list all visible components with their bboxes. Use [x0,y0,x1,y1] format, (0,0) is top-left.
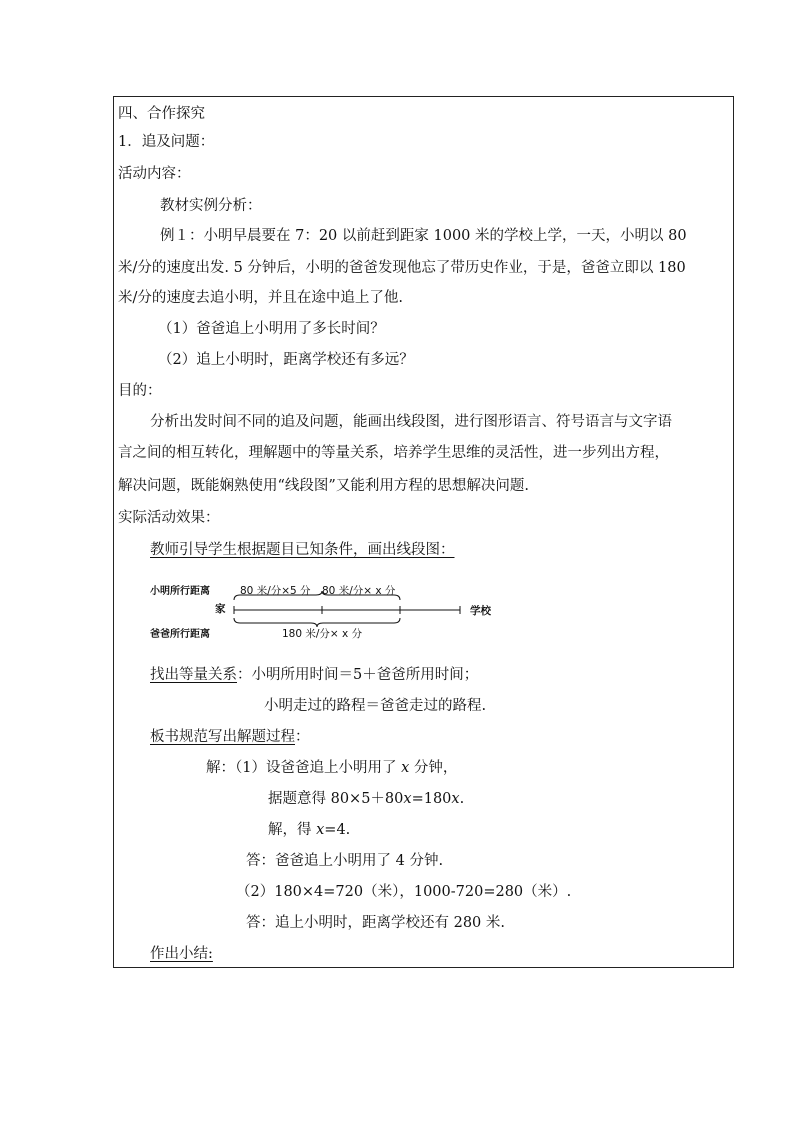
solution-line-2 [268,789,464,809]
variable-x: x [451,791,460,807]
question-2: （2）追上小明时，距离学校还有多远？ [158,352,414,368]
relation-line-2: 小明走过的路程＝爸爸走过的路程. [264,698,487,714]
solution-line-1-pre: 解：（1）设爸爸追上小明用了 [206,760,402,776]
lower-brace [234,618,400,627]
line-segment-diagram [150,578,510,642]
analysis-label: 教材实例分析： [160,198,262,214]
segment-1-label: 80 米/分×5 分 [240,585,311,597]
solution-line-3 [268,820,350,840]
example-line-3: 米/分的速度去追小明，并且在途中追上了他. [118,290,403,306]
example-line-1: 例１：小明早晨要在 7：20 以前赶到距家 1000 米的学校上学，一天，小明以 80 [160,228,687,244]
summary-label: 作出小结 [150,946,208,962]
equation-post: . [459,791,465,807]
item-pursuit-problem: 1．追及问题： [118,134,215,150]
solve-post: =4. [324,822,351,838]
purpose-line-3: 解决问题，既能娴熟使用“线段图”又能利用方程的思想解决问题. [118,478,529,494]
relation-text-1: ：小明所用时间＝5＋爸爸所用时间； [237,667,479,683]
question-1: （1）爸爸追上小明用了多长时间？ [158,321,385,337]
purpose-line-2: 言之间的相互转化，理解题中的等量关系，培养学生思维的灵活性，进一步列出方程， [118,445,669,461]
activity-label: 活动内容： [118,166,191,182]
solution-heading [150,727,310,747]
variable-x: x [403,791,412,807]
segment-2-label: 80 米/分× x 分 [322,585,396,597]
solution-line-1-post: 分钟， [409,760,458,776]
solution-label-colon: ： [295,729,310,745]
father-distance-label: 爸爸所行距离 [150,629,210,640]
effect-label: 实际活动效果： [118,510,220,526]
school-label: 学校 [470,605,491,617]
solution-label: 板书规范写出解题过程 [150,729,295,745]
section-heading: 四、合作探究 [118,106,205,122]
guide-text: 教师引导学生根据题目已知条件，画出线段图： [150,542,455,558]
purpose-line-1: 分析出发时间不同的追及问题，能画出线段图，进行图形语言、符号语言与文字语 [150,414,672,430]
answer-2: 答：追上小明时，距离学校还有 280 米. [246,915,506,931]
solve-pre: 解，得 [268,822,317,838]
solution-line-1 [206,758,457,778]
purpose-label: 目的： [118,383,162,399]
relation-label: 找出等量关系 [150,667,237,683]
answer-1: 答：爸爸追上小明用了 4 分钟. [246,853,444,869]
variable-x: x [316,822,325,838]
summary-heading [150,944,213,964]
xiaoming-distance-label: 小明所行距离 [150,586,210,597]
relation-line-1 [150,665,478,685]
solution-part-2: （2）180×4=720（米），1000-720=280（米）. [236,884,572,900]
father-segment-label: 180 米/分× x 分 [282,628,363,640]
equation-pre: 据题意得 80×5＋80 [268,791,404,807]
summary-colon: : [208,946,213,962]
home-label: 家 [215,603,226,615]
example-line-2: 米/分的速度出发. 5 分钟后，小明的爸爸发现他忘了带历史作业，于是，爸爸立即以 180 [118,260,686,276]
equation-mid: =180 [411,791,452,807]
variable-x: x [401,760,410,776]
